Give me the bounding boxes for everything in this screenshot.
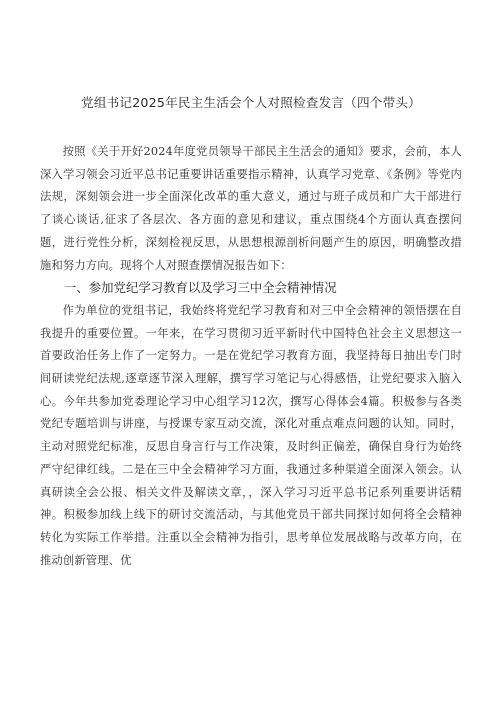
document-title: 党组书记2025年民主生活会个人对照检查发言（四个带头） [81,95,421,110]
section-heading: 一、参加党纪学习教育以及学习三中全会精神情况 [64,280,337,296]
section-body-paragraph: 作为单位的党组书记，我始终将党纪学习教育和对三中全会精神的领悟摆在自我提升的重要位置。一年来，在学习贯彻习近平新时代中国特色社会主义思想这一首要政治任务上作了一定努力。一是在党纪学习教育方面，我坚持每日抽出专门时间研读党纪法规,逐章逐节深入理解，撰写学习笔记与心得感悟，让党纪要求入脑入心。今年共参加党委理论学习中心组学习12次，撰写心得体会4篇。积极参与各类党纪专题培训与讲座，与授课专家互动交流，深化对重点难点问题的认知。同时，主动对照党纪标准，反思自身言行与工作决策，及时纠正偏差，确保自身行为始终严守纪律红线。二是在三中全会精神学习方面，我通过多种渠道全面深入领会。认真研读全会公报、相关文件及解读文章，，深入学习习近平总书记系列重要讲话精神。积极参加线上线下的研讨交流活动，与其他党员干部共同探讨如何将全会精神转化为实际工作举措。注重以全会精神为指引，思考单位发展战略与改革方向，在推动创新管理、优 [40,303,462,567]
intro-paragraph: 按照《关于开好2024年度党员领导干部民主生活会的通知》要求，会前，本人深入学习领会习近平总书记重要讲话重要指示精神，认真学习党章、《条例》等党内法规，深刻领会进一步全面深化改革的重大意义，通过与班子成员和广大干部进行了谈心谈话,征求了各层次、各方面的意见和建议，重点围绕4个方面认真查摆问题，进行党性分析，深刻检视反思，从思想根源剖析问题产生的原因，明确整改措施和努力方向。现将个人对照查摆情况报告如下： [40,145,462,272]
